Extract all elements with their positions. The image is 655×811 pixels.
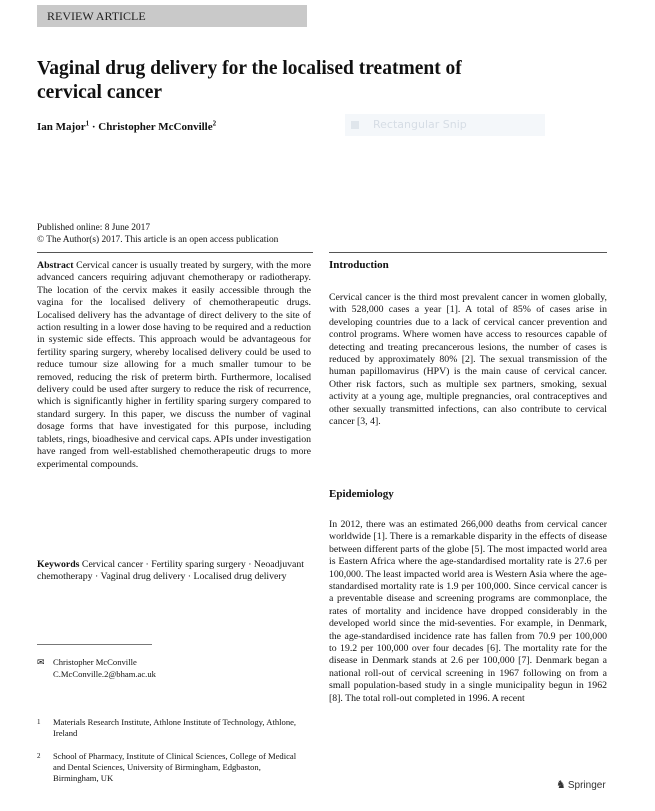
publication-info	[37, 222, 278, 246]
introduction-body: Cervical cancer is the third most prevalent cancer in women globally, with 528,000 cases a year [1]. A total of 85% of cases arise in developing countries due to a lack of cervical cancer prevention and control programs. Where women have access to resources capable of detecting and treating precancerous lesions, the number of cases is reduced by approximately 80% [2]. The sexual transmission of the human papillomavirus (HPV) is the main cause of cervical cancer. Other risk factors, such as multiple sex partners, smoking, sexual activity at a young age, multiple pregnancies, oral contraceptives and other sexually transmitted infections, can also contribute to cervical cancer [3, 4].	[329, 292, 607, 428]
author-separator: ·	[89, 121, 99, 133]
section-heading-introduction: Introduction	[329, 259, 389, 271]
author-line	[37, 121, 216, 133]
keywords-label: Keywords	[37, 559, 80, 570]
abstract-text: Cervical cancer is usually treated by surgery, with the more advanced cancers requiring adjuvant chemotherapy or radiotherapy. The location of the cervix makes it easily accessible through the vagina for the localised delivery of chemotherapeutic drugs. Localised delivery has the advantage of direct delivery to the site of action resulting in a lower dose having to be required and a reduction in systemic side effects. This approach would be advantageous for fertility sparing surgery, whereby localised delivery could be used to reduce tumour size allowing for a much smaller tumour to be removed, reducing the risk of preterm birth. Furthermore, localised delivery could be used after surgery to reduce the risk of recurrence, which is significantly higher in fertility sparing surgery compared to standard surgery. In this paper, we discuss the number of vaginal dosage forms that have investigated for this purpose, including tablets, rings, bioadhesive and cervical caps. APIs under investigation have ranged from well-established chemotherapeutic drugs to more experimental compounds.	[37, 260, 311, 470]
envelope-icon: ✉	[37, 658, 45, 668]
copyright-notice: © The Author(s) 2017. This article is an open access publication	[37, 235, 279, 245]
article-title: Vaginal drug delivery for the localised treatment of cervical cancer	[37, 58, 462, 103]
keywords	[37, 559, 311, 584]
snip-icon	[351, 121, 359, 129]
article-type-label: REVIEW ARTICLE	[47, 9, 146, 23]
section-heading-epidemiology: Epidemiology	[329, 488, 394, 500]
abstract	[37, 260, 311, 471]
publisher-logo	[556, 778, 606, 791]
author-affiliation-mark: 2	[212, 119, 217, 128]
affiliation-number: 1	[37, 718, 41, 726]
author-affiliation-mark: 1	[85, 119, 90, 128]
affiliation	[37, 717, 311, 739]
affiliation-number: 2	[37, 752, 41, 760]
publisher-name: Springer	[567, 780, 606, 791]
keywords-text: Cervical cancer · Fertility sparing surgery · Neoadjuvant chemotherapy · Vaginal drug delivery · Localised drug delivery	[37, 559, 304, 583]
published-date: Published online: 8 June 2017	[37, 223, 151, 233]
author-name[interactable]: Christopher McConville	[98, 121, 213, 133]
divider	[37, 252, 313, 253]
contact-email[interactable]: C.McConville.2@bham.ac.uk	[53, 669, 156, 679]
affiliation-text: School of Pharmacy, Institute of Clinical Sciences, College of Medical and Dental Sciences, University of Birmingham, Edgbaston, Birmingham, UK	[53, 751, 297, 783]
springer-horse-icon: ♞	[556, 778, 566, 791]
epidemiology-body: In 2012, there was an estimated 266,000 deaths from cervical cancer worldwide [1]. There is a remarkable disparity in the effects of disease between different parts of the globe [5]. The most impacted world area is Eastern Africa where the age-standardised mortality rate is 27.6 per 100,000. The least impacted world area is Western Asia where the age-standardised mortality rate is 1.9 per 100,000. Since cervical cancer is a preventable disease and screening programs are commonplace, the rates of mortality and incidence have dropped considerably in the developed world since the mid-seventies. For example, in Denmark, the age-standardised incidence rate has fallen from 70.9 per 100,000 to 19.2 per 100,000 over four decades [6]. The mortality rate for the disease in Denmark stands at 2.6 per 100,000 [7]. Denmark began a national roll-out of cervical screening in 1967 following on from a small population-based study in a single municipality begun in 1962 [8]. The total roll-out completed in 1996. A recent	[329, 519, 607, 704]
snip-label: Rectangular Snip	[373, 118, 467, 131]
abstract-label: Abstract	[37, 260, 74, 271]
corresponding-author	[37, 657, 311, 680]
affiliation-text: Materials Research Institute, Athlone Institute of Technology, Athlone, Ireland	[53, 717, 297, 738]
author-name[interactable]: Ian Major	[37, 121, 86, 133]
divider	[329, 252, 607, 253]
footnote-divider	[37, 644, 152, 645]
affiliation	[37, 751, 311, 784]
contact-name: Christopher McConville	[53, 657, 137, 667]
article-type-banner	[37, 5, 307, 27]
snip-tool-overlay	[345, 114, 545, 136]
